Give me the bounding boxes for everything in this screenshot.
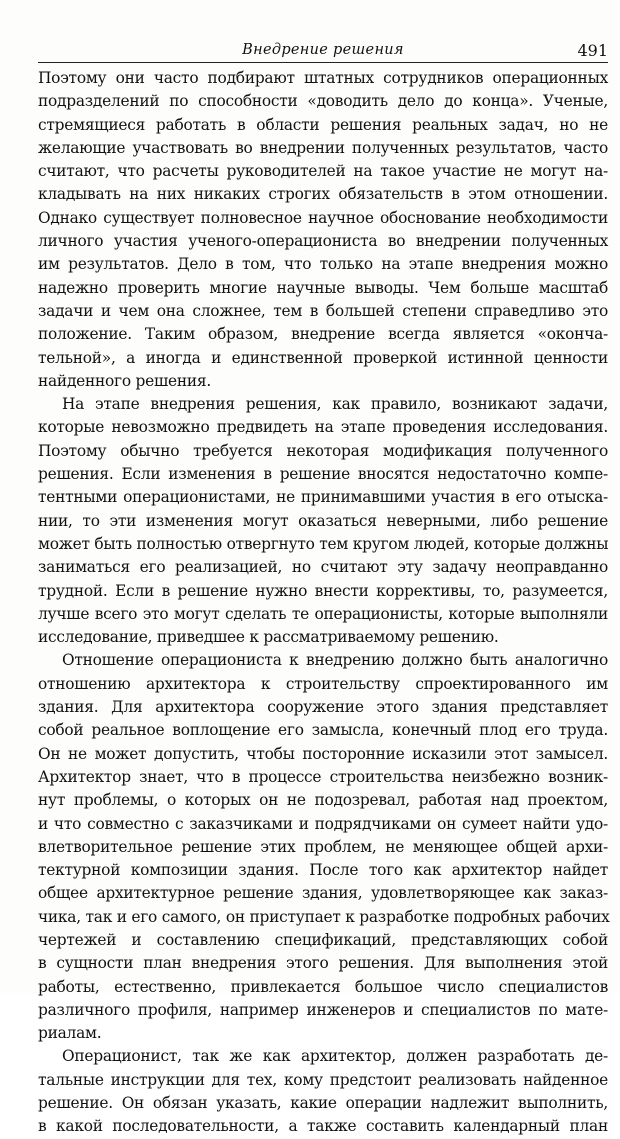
text-line: чертежей и составлению спецификаций, представляющих собой: [38, 930, 608, 949]
text-line: которые невозможно предвидеть на этапе проведения исследования.: [38, 418, 608, 437]
text-line: может быть полностью отвергнуто тем кругом людей, которые должны: [38, 534, 609, 553]
text-line: различного профиля, например инженеров и специалистов по мате-: [38, 1000, 608, 1019]
text-line: тальные инструкции для тех, кому предстоит реализовать найденное: [38, 1070, 608, 1089]
text-line: нут проблемы, о которых он не подозревал, работая над проектом,: [38, 791, 608, 810]
text-line: стремящиеся работать в области решения реальных задач, но не: [38, 115, 608, 134]
text-line: заниматься его реализацией, но считают эту задачу неоправданно: [38, 558, 608, 577]
text-line: трудной. Если в решение нужно внести коррективы, то, разумеется,: [38, 581, 608, 600]
text-line: надежно проверить многие научные выводы. Чем больше масштаб: [38, 278, 608, 297]
text-line: решения. Если изменения в решение вносятся недостаточно компе-: [38, 465, 608, 484]
text-line: личного участия ученого-операциониста во внедрении полученных: [38, 232, 608, 251]
text-line: тентными операционистами, не принимавшими участия в его отыска-: [38, 488, 608, 507]
text-line: работы, естественно, привлекается большое число специалистов: [38, 977, 608, 996]
text-line: в сущности план внедрения этого решения. Для выполнения этой: [38, 954, 608, 973]
text-line: лучше всего это могут сделать те операционисты, которые выполняли: [38, 604, 608, 623]
text-line: решение. Он обязан указать, какие операции надлежит выполнить,: [38, 1094, 608, 1113]
text-line: чика, так и его самого, он приступает к разработке подробных рабочих: [38, 907, 610, 926]
text-line: Поэтому обычно требуется некоторая модификация полученного: [38, 441, 608, 460]
text-line: задачи и чем она сложнее, тем в большей степени справедливо это: [38, 301, 608, 320]
page-header: [38, 40, 608, 63]
text-line: собой реальное воплощение его замысла, конечный плод его труда.: [38, 721, 608, 740]
body-text: [38, 67, 608, 1139]
text-line: подразделений по способности «доводить дело до конца». Ученые,: [38, 92, 608, 111]
text-line: нии, то эти изменения могут оказаться неверными, либо решение: [38, 511, 608, 530]
text-line: и что совместно с заказчиками и подрядчиками он сумеет найти удо-: [38, 814, 608, 833]
paragraph: [38, 649, 608, 1045]
text-line: Отношение операциониста к внедрению должно быть аналогично: [62, 651, 608, 670]
text-line: исследование, приведшее к рассматриваемому решению.: [38, 628, 499, 647]
text-line: кладывать на них никаких строгих обязательств в этом отношении.: [38, 185, 608, 204]
text-line: найденного решения.: [38, 371, 212, 390]
text-line: Операционист, так же как архитектор, должен разработать де-: [62, 1047, 608, 1066]
text-line: желающие участвовать во внедрении полученных результатов, часто: [38, 138, 608, 157]
text-line: им результатов. Дело в том, что только на этапе внедрения можно: [38, 255, 608, 274]
running-title: Внедрение решения: [242, 42, 404, 58]
text-line: На этапе внедрения решения, как правило, возникают задачи,: [62, 395, 608, 414]
text-line: отношению архитектора к строительству спроектированного им: [38, 674, 608, 693]
text-line: считают, что расчеты руководителей на такое участие не могут на-: [38, 162, 608, 181]
paragraph: [38, 67, 608, 393]
text-line: Архитектор знает, что в процессе строительства неизбежно возник-: [38, 767, 608, 786]
text-line: общее архитектурное решение здания, удовлетворяющее как заказ-: [38, 884, 608, 903]
text-line: влетворительное решение этих проблем, не меняющее общей архи-: [38, 837, 608, 856]
text-line: тельной», а иногда и единственной проверкой истинной ценности: [38, 348, 608, 367]
paragraph: [38, 1045, 608, 1138]
text-line: в какой последовательности, а также составить календарный план: [38, 1117, 608, 1136]
text-line: тектурной композиции здания. После того как архитектор найдет: [38, 861, 608, 880]
text-line: положение. Таким образом, внедрение всегда является «оконча-: [38, 325, 608, 344]
text-line: здания. Для архитектора сооружение этого здания представляет: [38, 698, 608, 717]
text-line: риалам.: [38, 1024, 102, 1043]
text-line: Он не может допустить, чтобы посторонние исказили этот замысел.: [38, 744, 608, 763]
paragraph: [38, 393, 608, 649]
page-number: 491: [577, 41, 608, 60]
text-line: Поэтому они часто подбирают штатных сотрудников операционных: [38, 69, 608, 87]
text-line: Однако существует полновесное научное обоснование необходимости: [38, 208, 608, 227]
